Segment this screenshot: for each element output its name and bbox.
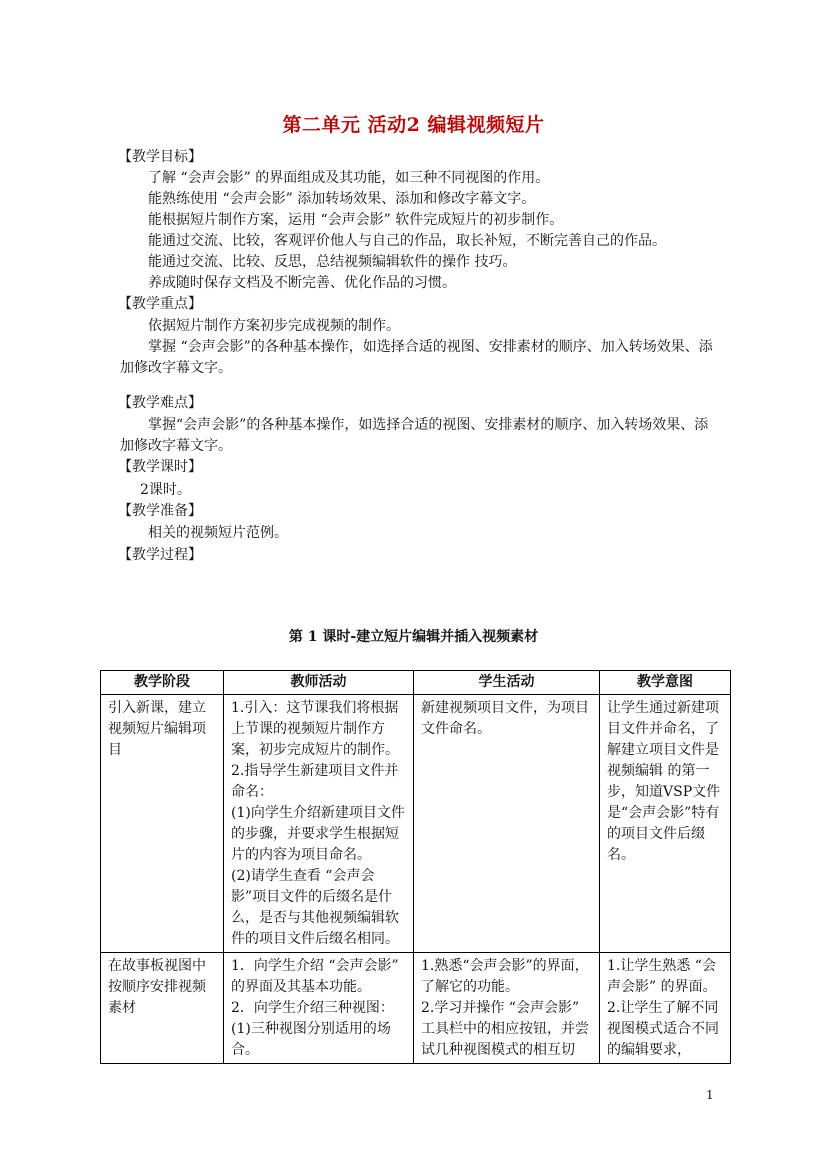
teacher-activity-line: 2．向学生介绍三种视图： xyxy=(231,1000,394,1016)
hours-text xyxy=(140,480,730,501)
column-header-intent: 教学意图 xyxy=(600,671,731,695)
difficulties-list xyxy=(120,415,710,457)
teacher-activity-cell xyxy=(224,953,414,1064)
table-row xyxy=(101,695,731,953)
keypoint-item: 依据短片制作方案初步完成视频的制作。 xyxy=(148,318,400,334)
preparation-heading: 【教学准备】 xyxy=(118,503,202,519)
preparation-value: 相关的视频短片范例。 xyxy=(148,525,288,541)
student-activity-cell xyxy=(414,695,600,953)
teacher-activity-line: (1)向学生介绍新建项目文件的步骤，并要求学生根据短片的内容为项目命名。 xyxy=(231,805,405,863)
column-header-teacher: 教师活动 xyxy=(224,671,414,695)
objectives-heading: 【教学目标】 xyxy=(118,149,202,165)
hours-value: 2课时。 xyxy=(140,482,191,498)
page-title: 第二单元 活动2 编辑视频短片 xyxy=(282,114,545,136)
student-activity-cell xyxy=(414,953,600,1064)
difficulties-heading: 【教学难点】 xyxy=(118,395,202,411)
column-header-student: 学生活动 xyxy=(414,671,600,695)
teacher-activity-line: 1．向学生介绍 “会声会影” 的界面及其基本功能。 xyxy=(231,958,399,995)
hours-heading: 【教学课时】 xyxy=(118,459,202,475)
intent-cell xyxy=(600,953,731,1064)
objectives-list xyxy=(120,168,710,294)
process-heading: 【教学过程】 xyxy=(118,547,202,563)
objective-item: 了解 “会声会影” 的界面组成及其功能，如三种不同视图的作用。 xyxy=(148,170,550,186)
student-activity-line: 1.熟悉“会声会影”的界面，了解它的功能。 xyxy=(421,958,589,995)
table-row xyxy=(101,953,731,1064)
keypoint-item: 掌握 “会声会影”的各种基本操作，如选择合适的视图、安排素材的顺序、加入转场效果、添加修改字幕文字。 xyxy=(120,339,713,376)
intent-line: 让学生通过新建项目文件并命名，了解建立项目文件是视频编辑 的第一步，知道VSP文件是“会声会影”特有的项目文件后缀名。 xyxy=(607,700,721,863)
teacher-activity-line: 2.指导学生新建项目文件并命名： xyxy=(231,763,399,800)
preparation-text xyxy=(148,523,738,544)
teacher-activity-cell xyxy=(224,695,414,953)
teacher-activity-line: (1)三种视图分别适用的场合。 xyxy=(231,1021,391,1058)
teacher-activity-line: 1.引入：这节课我们将根据上节课的视频短片制作方案，初步完成短片的制作。 xyxy=(231,700,399,758)
keypoints-heading: 【教学重点】 xyxy=(118,296,202,312)
page-number: 1 xyxy=(706,1088,714,1102)
keypoints-list xyxy=(120,316,716,379)
objective-item: 能通过交流、比较，客观评价他人与自己的作品，取长补短，不断完善自己的作品。 xyxy=(148,233,666,249)
table-header-row xyxy=(101,671,731,695)
student-activity-line: 2.学习并操作 “会声会影” 工具栏中的相应按钮，并尝试几种视图模式的相互切 xyxy=(421,1000,589,1058)
intent-line: 2.让学生了解不同视图模式适合不同的编辑要求， xyxy=(607,1000,719,1058)
objective-item: 能通过交流、比较、反思，总结视频编辑软件的操作 技巧。 xyxy=(148,254,517,270)
stage-cell: 在故事板视图中按顺序安排视频素材 xyxy=(101,953,224,1064)
difficulty-item: 掌握“会声会影”的各种基本操作，如选择合适的视图、安排素材的顺序、加入转场效果、添加修改字幕文字。 xyxy=(120,417,709,454)
lesson-plan-table xyxy=(100,670,731,1064)
column-header-stage: 教学阶段 xyxy=(101,671,224,695)
stage-cell: 引入新课，建立视频短片编辑项目 xyxy=(101,695,224,953)
intent-cell xyxy=(600,695,731,953)
objective-item: 能根据短片制作方案，运用 “会声会影” 软件完成短片的初步制作。 xyxy=(148,212,564,228)
lesson-title: 第 1 课时-建立短片编辑并插入视频素材 xyxy=(288,629,539,645)
intent-line: 1.让学生熟悉 “会声会影” 的界面。 xyxy=(607,958,717,995)
student-activity-line: 新建视频项目文件，为项目文件命名。 xyxy=(421,700,589,737)
objective-item: 养成随时保存文档及不断完善、优化作品的习惯。 xyxy=(148,275,456,291)
objective-item: 能熟练使用 “会声会影” 添加转场效果、添加和修改字幕文字。 xyxy=(148,191,536,207)
teacher-activity-line: (2)请学生查看 “会声会影”项目文件的后缀名是什么，是否与其他视频编辑软件的项目文件后缀名相同。 xyxy=(231,868,399,947)
